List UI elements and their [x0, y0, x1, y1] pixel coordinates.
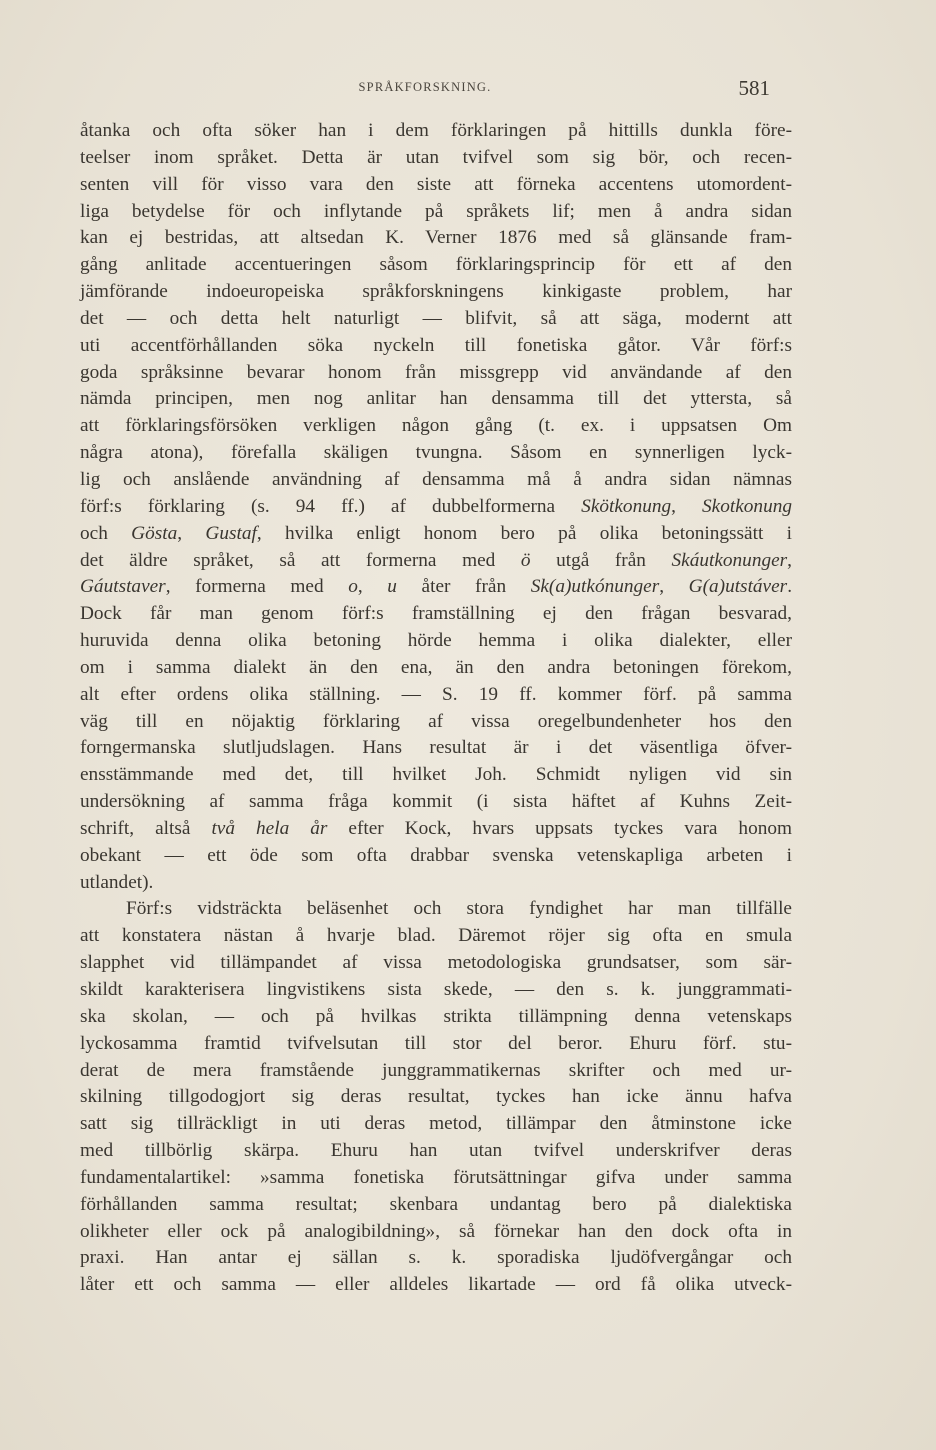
text-line: förhållanden samma resultat; skenbara undantag bero på dialektiska [80, 1193, 792, 1215]
italic-word: Skáutkonunger [671, 549, 788, 571]
text-line: Dock får man genom förf:s framställning ej den frågan besvarad, [80, 603, 792, 625]
italic-word: Gustaf [205, 522, 257, 544]
text-line: ska skolan, — och på hvilkas strikta tillämpning denna vetenskaps [80, 1005, 792, 1027]
text-line: att konstatera nästan å hvarje blad. Däremot röjer sig ofta en smula [80, 925, 792, 947]
text-line: skildt karakterisera lingvistikens sista skede, — den s. k. junggrammati- [80, 979, 792, 1000]
italic-word: Sk(a)utkónunger [530, 576, 660, 598]
text-line: lyckosamma framtid tvifvelsutan till stor del beror. Ehuru förf. stu- [80, 1032, 792, 1054]
text-line: liga betydelse för och inflytande på språkets lif; men å andra sidan [80, 200, 792, 222]
italic-word: u [387, 576, 397, 598]
text-line: Gáutstaver, formerna med o, u åter från Sk(a)utkónunger, G(a)utstáver. [80, 576, 793, 598]
text-line: om i samma dialekt än den ena, än den andra betoningen förekom, [80, 656, 792, 678]
text-line: olikheter eller ock på analogibildning», så förnekar han den dock ofta in [80, 1220, 792, 1242]
text-line: fundamentalartikel: »samma fonetiska förutsättningar gifva under samma [80, 1166, 792, 1188]
text-line: att förklaringsförsöken verkligen någon gång (t. ex. i uppsatsen Om [80, 415, 792, 437]
text-line: goda språksinne bevarar honom från missgrepp vid användande af den [80, 361, 792, 383]
text-line: det äldre språket, så att formerna med ö utgå från Skáutkonunger, [80, 549, 792, 571]
text-line: väg till en nöjaktig förklaring af vissa oregelbundenheter hos den [80, 710, 792, 732]
text-line: huruvida denna olika betoning hörde hemma i olika dialekter, eller [80, 630, 792, 652]
text-line: det — och detta helt naturligt — blifvit, så att säga, modernt att [80, 307, 792, 329]
text-line: forngermanska slutljudslagen. Hans resultat är i det väsentliga öfver- [80, 737, 792, 759]
text-line: schrift, altså två hela år efter Kock, hvars uppsats tyckes vara honom [80, 817, 792, 839]
text-line: Förf:s vidsträckta beläsenhet och stora fyndighet har man tillfälle [126, 898, 792, 920]
italic-word: Skotkonung [702, 495, 792, 517]
text-line: obekant — ett öde som ofta drabbar svenska vetenskapliga arbeten i [80, 844, 792, 866]
text-line: undersökning af samma fråga kommit (i sista häftet af Kuhns Zeit- [80, 791, 792, 813]
text-line: slapphet vid tillämpandet af vissa metodologiska grundsatser, som sär- [80, 952, 792, 974]
text-line: åtanka och ofta söker han i dem förklaringen på hittills dunkla före- [80, 120, 792, 141]
text-line: alt efter ordens olika ställning. — S. 19 ff. kommer förf. på samma [80, 683, 792, 705]
text-line: med tillbörlig skärpa. Ehuru han utan tvifvel underskrifver deras [80, 1140, 792, 1162]
text-line: praxi. Han antar ej sällan s. k. sporadiska ljudöfvergångar och [80, 1247, 792, 1269]
text-line: några atona), förefalla skäligen tvungna. Såsom en synnerligen lyck- [80, 442, 792, 464]
text-line: förf:s förklaring (s. 94 ff.) af dubbelformerna Skötkonung, Skotkonung [80, 495, 792, 517]
italic-word: Gösta [131, 522, 178, 544]
body-text [80, 118, 792, 1299]
text-line: derat de mera framstående junggrammatikernas skrifter och med ur- [80, 1059, 792, 1081]
text-line: utlandet). [80, 871, 154, 893]
page-number: 581 [738, 76, 770, 100]
text-line: kan ej bestridas, att altsedan K. Verner 1876 med så glänsande fram- [80, 227, 792, 249]
italic-word: o [348, 576, 358, 598]
text-line: låter ett och samma — eller alldeles likartade — ord få olika utveck- [80, 1274, 792, 1296]
text-line: lig och anslående användning af densamma må å andra sidan nämnas [80, 468, 792, 490]
page-header [80, 76, 770, 102]
running-head: SPRÅKFORSKNING. [358, 80, 492, 94]
text-line: gång anlitade accentueringen såsom förklaringsprincip för ett af den [80, 254, 792, 276]
italic-word: två hela år [211, 817, 328, 839]
text-line: ensstämmande med det, till hvilket Joh. Schmidt nyligen vid sin [80, 764, 792, 786]
italic-word: Gáutstaver [80, 576, 166, 598]
text-line: skilning tillgodogjort sig deras resultat, tyckes han icke ännu hafva [80, 1086, 792, 1108]
text-line: senten vill för visso vara den siste att förneka accentens utomordent- [80, 173, 792, 195]
italic-word: ö [520, 549, 531, 571]
text-line: nämda principen, men nog anlitar han densamma till det yttersta, så [80, 388, 792, 410]
italic-word: G(a)utstáver [688, 576, 788, 598]
text-line: satt sig tillräckligt in uti deras metod, tillämpar den åtminstone icke [80, 1113, 792, 1135]
italic-word: Skötkonung [581, 495, 672, 517]
text-line: uti accentförhållanden söka nyckeln till fonetiska gåtor. Vår förf:s [80, 334, 792, 356]
text-line: och Gösta, Gustaf, hvilka enligt honom bero på olika betoningssätt i [80, 522, 792, 544]
text-line: jämförande indoeuropeiska språkforskningens kinkigaste problem, har [80, 281, 792, 303]
text-line: teelser inom språket. Detta är utan tvifvel som sig bör, och recen- [80, 146, 792, 168]
